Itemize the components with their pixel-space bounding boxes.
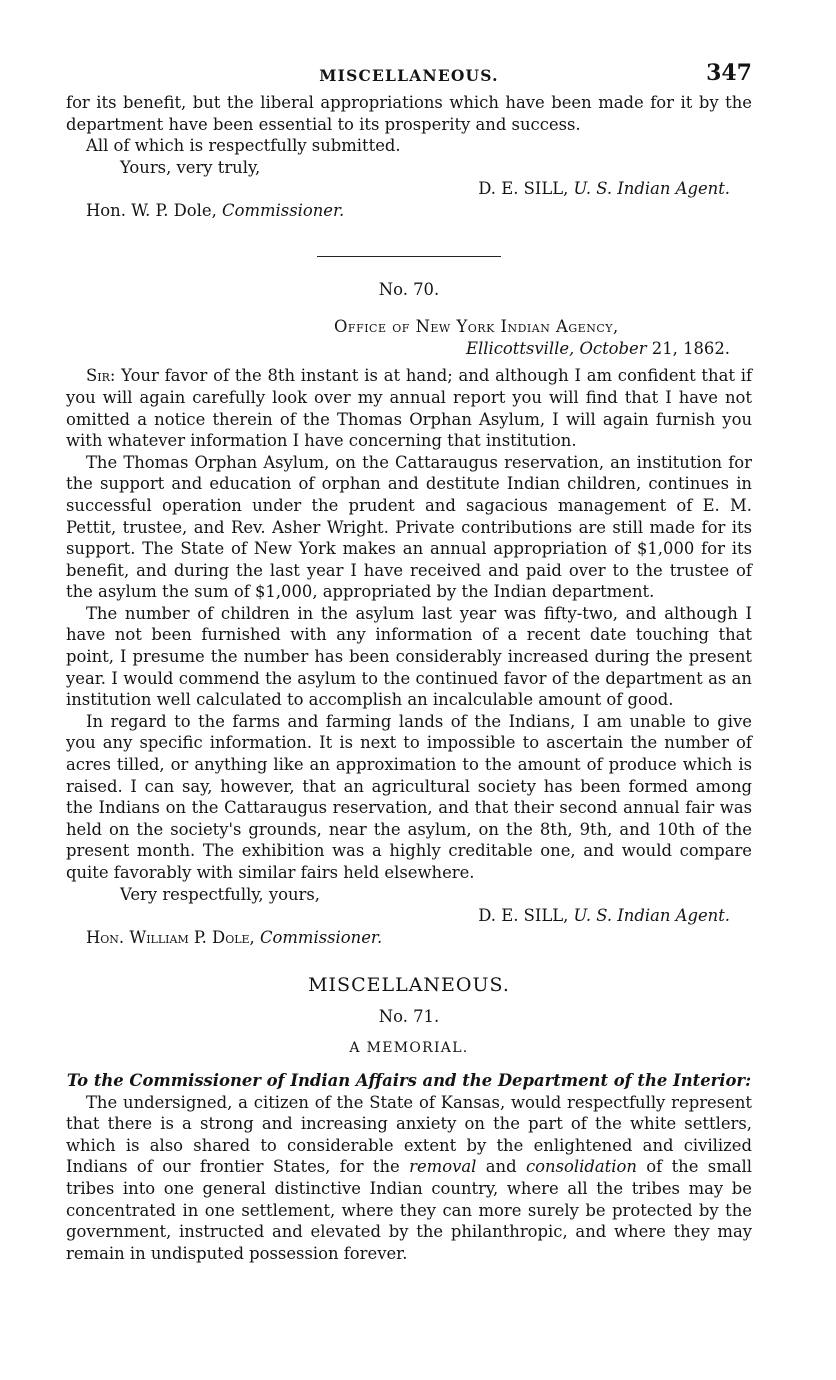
addressee	[66, 200, 752, 222]
memorial-salutation: To the Commissioner of Indian Affairs and the Department of the Interior:	[66, 1070, 752, 1090]
addressee-name: Hon. W. P. Dole,	[86, 200, 217, 220]
letter-paragraph	[66, 365, 752, 451]
letter-paragraph: In regard to the farms and farming lands of the Indians, I am unable to give you any specific information. It is next to impossible to ascertain the number of acres tilled, or anything like an approximation to the amount of produce which is raised. I can say, however, that an agricultural society has been formed among the Indians on the Cattaraugus reservation, and that their second annual fair was held on the society's grounds, near the asylum, on the 8th, 9th, and 10th of the present month. The exhibition was a highly creditable one, and would compare quite favorably with similar fairs held elsewhere.	[66, 711, 752, 882]
memorial-paragraph	[66, 1092, 752, 1265]
letter-paragraph: The Thomas Orphan Asylum, on the Cattaraugus reservation, an institution for the support and education of orphan and destitute Indian children, continues in successful operation under the prudent and sagacious management of E. M. Pettit, trustee, and Rev. Asher Wright. Private contributions are still made for its support. The State of New York makes an annual appropriation of $1,000 for its benefit, and during the last year I have received and paid over to the trustee of the asylum the sum of $1,000, appropriated by the Indian department.	[66, 452, 752, 602]
addressee-title: Commissioner.	[222, 200, 345, 220]
letter-paragraph: The number of children in the asylum last year was fifty-two, and although I have not been furnished with any information of a recent date touching that point, I presume the number has been considerably increased during the present year. I would commend the asylum to the continued favor of the department as an institution well calculated to accomplish an incalculable amount of good.	[66, 603, 752, 710]
page-number: 347	[706, 60, 752, 86]
document-number: No. 70.	[378, 279, 440, 299]
paragraph-text: The undersigned, a citizen of the State of Kansas, would respectfully represent that there is a strong and increasing anxiety on the part of the white settlers, which is also shared to considerable extent by the enlightened and civilized Indians of our frontier States, for the	[66, 1092, 752, 1177]
emphasis: removal	[409, 1157, 477, 1177]
signature	[66, 905, 752, 927]
section-title: MISCELLANEOUS.	[308, 974, 510, 997]
running-title: MISCELLANEOUS.	[319, 66, 499, 85]
date: 21, 1862.	[651, 338, 730, 358]
office-heading: Office of New York Indian Agency,	[334, 317, 619, 337]
emphasis: consolidation	[525, 1157, 637, 1177]
paragraph-text: of the small tribes into one general distinctive Indian country, where all the tribes may be concentrated in one settlement, where they can more surely be protected by the government, instructed and elevated by the philanthropic, and where they may remain in undisputed possession forever.	[66, 1157, 753, 1263]
running-head	[66, 56, 752, 92]
addressee-name: Hon. William P. Dole,	[86, 927, 255, 947]
addressee-title: Commissioner.	[259, 927, 383, 947]
memorial-title: A MEMORIAL.	[349, 1039, 469, 1056]
paragraph-text: and	[485, 1157, 517, 1177]
closing-line: Very respectfully, yours,	[120, 884, 320, 904]
document-page	[66, 56, 752, 1264]
paragraph-text: Your favor of the 8th instant is at hand; and although I am confident that if you will again carefully look over my annual report you will find that I have not omitted a notice therein of the Thomas Orphan Asylum, I will again furnish you with whatever information I have concerning that institution.	[66, 366, 753, 451]
submitted-line: All of which is respectfully submitted.	[86, 136, 401, 156]
signer-title: U. S. Indian Agent.	[573, 906, 730, 926]
addressee	[66, 927, 752, 949]
signer-title: U. S. Indian Agent.	[573, 179, 730, 199]
section-rule	[317, 256, 501, 257]
closing-line: Yours, very truly,	[120, 157, 261, 177]
salutation: Sir:	[86, 366, 116, 386]
signature	[66, 178, 752, 200]
place: Ellicottsville, October	[466, 338, 647, 358]
signer-name: D. E. SILL,	[478, 906, 569, 926]
continuation-paragraph: for its benefit, but the liberal appropriations which have been made for it by the department have been essential to its prosperity and success.	[66, 93, 752, 134]
place-date	[66, 338, 752, 360]
document-number: No. 71.	[378, 1007, 440, 1027]
signer-name: D. E. SILL,	[478, 179, 569, 199]
